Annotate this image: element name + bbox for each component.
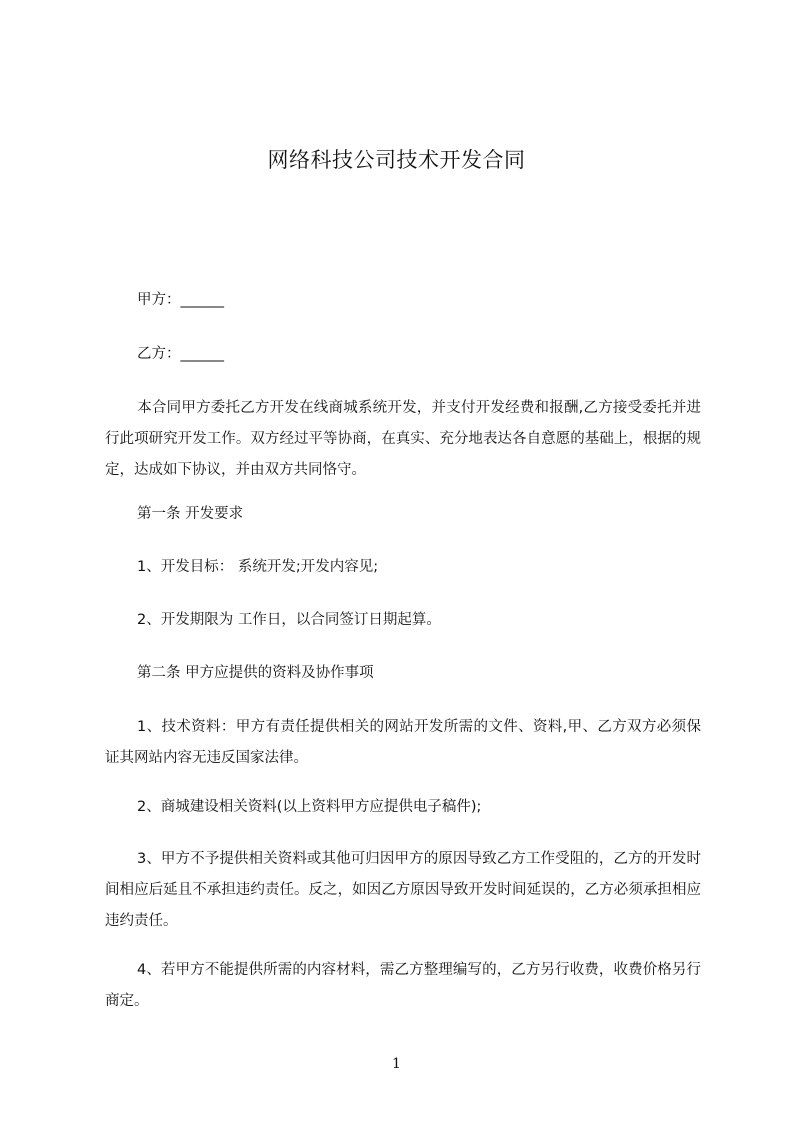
article-1-item-1: 1、开发目标： 系统开发;开发内容见; [137,559,379,575]
article-1-heading: 第一条 开发要求 [137,506,244,522]
article-2-item-3-text: 3、甲方不予提供相关资料或其他可归因甲方的原因导致乙方工作受阻的，乙方的开发时间相应后延且不承担违约责任。反之，如因乙方原因导致开发时间延误的，乙方必须承担相应违约责任。 [105,851,701,929]
intro-paragraph [105,393,701,486]
article-2-item-1-text: 1、技术资料：甲方有责任提供相关的网站开发所需的文件、资料,甲、乙方双方必须保证其网站内容无违反国家法律。 [105,719,701,766]
article-1-item-2: 2、开发期限为 工作日，以合同签订日期起算。 [137,612,441,628]
article-2-item-2: 2、商城建设相关资料(以上资料甲方应提供电子稿件); [137,799,482,815]
article-2-item-1 [105,712,701,774]
party-a-line: 甲方：______ [137,292,224,308]
article-2-item-4-text: 4、若甲方不能提供所需的内容材料，需乙方整理编写的，乙方另行收费，收费价格另行商定。 [105,962,701,1009]
party-b-line: 乙方：______ [137,346,224,362]
article-2-item-3 [105,844,701,937]
article-2-item-4 [105,955,701,1017]
page-number: 1 [392,1056,401,1072]
intro-text: 本合同甲方委托乙方开发在线商城系统开发，并支付开发经费和报酬,乙方接受委托并进行此项研究开发工作。双方经过平等协商，在真实、充分地表达各自意愿的基础上，根据的规定，达成如下协议，并由双方共同恪守。 [105,400,701,478]
article-2-heading: 第二条 甲方应提供的资料及协作事项 [137,665,374,681]
document-title: 网络科技公司技术开发合同 [267,148,526,172]
